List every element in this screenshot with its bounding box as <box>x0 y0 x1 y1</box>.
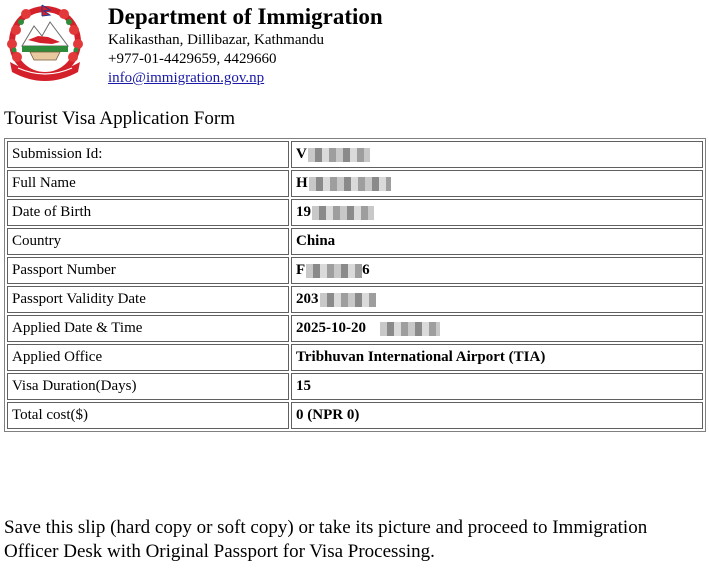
table-row <box>7 402 703 429</box>
redacted-block <box>306 264 362 278</box>
email-link[interactable]: info@immigration.gov.np <box>108 70 265 86</box>
table-row <box>7 228 703 255</box>
nepal-emblem-icon <box>4 2 86 82</box>
row-value <box>291 257 703 284</box>
table-row <box>7 373 703 400</box>
country-value: China <box>291 228 703 255</box>
row-value <box>291 286 703 313</box>
redacted-block <box>380 322 440 336</box>
row-label: Passport Validity Date <box>7 286 289 313</box>
row-label: Visa Duration(Days) <box>7 373 289 400</box>
row-label: Submission Id: <box>7 141 289 168</box>
row-label: Country <box>7 228 289 255</box>
row-value <box>291 315 703 342</box>
form-title: Tourist Visa Application Form <box>4 108 235 129</box>
passport-number-value: F <box>296 262 306 278</box>
row-label: Applied Date & Time <box>7 315 289 342</box>
row-label: Passport Number <box>7 257 289 284</box>
redacted-block <box>320 293 376 307</box>
redacted-block <box>308 148 370 162</box>
header <box>4 2 704 88</box>
date-of-birth-value: 19 <box>296 204 311 220</box>
address-line: Kalikasthan, Dillibazar, Kathmandu <box>108 32 324 48</box>
table-row <box>7 286 703 313</box>
table-row <box>7 344 703 371</box>
row-label: Applied Office <box>7 344 289 371</box>
application-details-table <box>4 138 706 432</box>
row-label: Full Name <box>7 170 289 197</box>
applied-date-value: 2025-10-20 <box>296 320 366 336</box>
row-value <box>291 199 703 226</box>
department-title: Department of Immigration <box>108 4 383 29</box>
table-row <box>7 141 703 168</box>
redacted-block <box>312 206 374 220</box>
redacted-block <box>309 177 391 191</box>
passport-validity-value: 203 <box>296 291 319 307</box>
applied-office-value: Tribhuvan International Airport (TIA) <box>291 344 703 371</box>
row-value <box>291 170 703 197</box>
total-cost-value: 0 (NPR 0) <box>291 402 703 429</box>
submission-id-value: V <box>296 146 307 162</box>
row-label: Total cost($) <box>7 402 289 429</box>
instruction-note: Save this slip (hard copy or soft copy) or take its picture and proceed to Immigration Officer Desk with Original Passport for Visa Processing. <box>4 517 648 562</box>
table-row <box>7 315 703 342</box>
row-value <box>291 141 703 168</box>
table-row <box>7 170 703 197</box>
passport-number-suffix: 6 <box>362 262 370 278</box>
visa-duration-value: 15 <box>291 373 703 400</box>
row-label: Date of Birth <box>7 199 289 226</box>
table-row <box>7 199 703 226</box>
table-row <box>7 257 703 284</box>
full-name-value: H <box>296 175 308 191</box>
phone-line: +977-01-4429659, 4429660 <box>108 51 277 67</box>
